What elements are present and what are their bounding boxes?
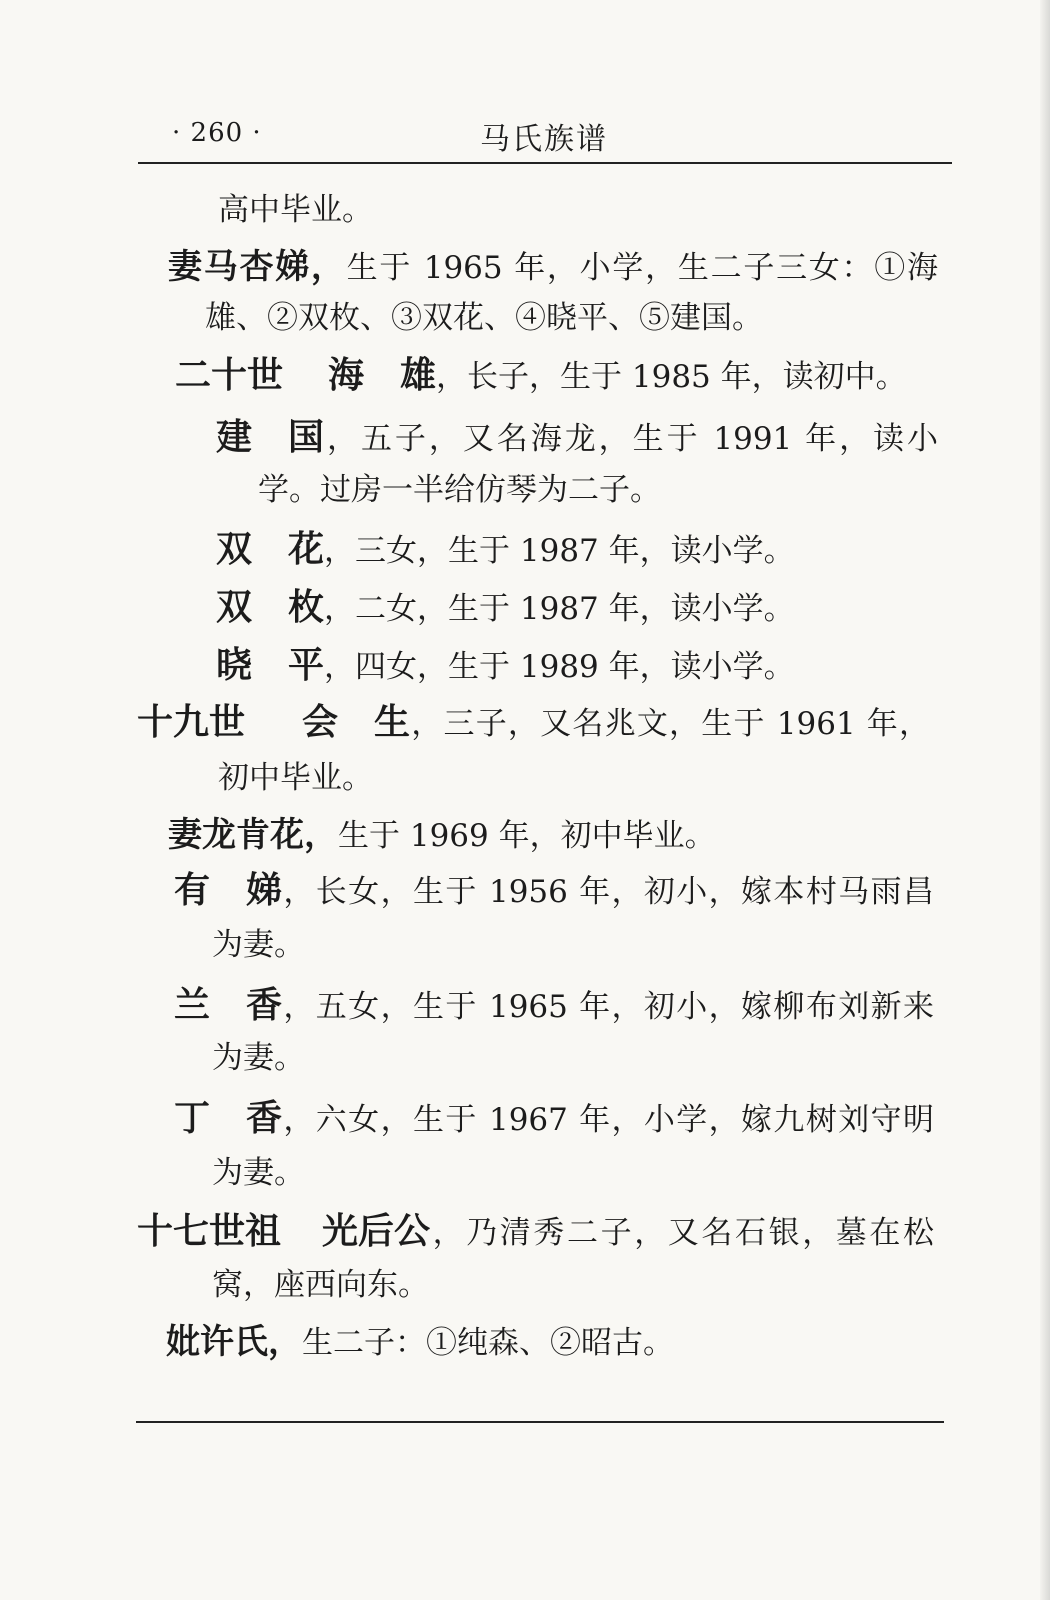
person-name: 光后公 xyxy=(322,1211,431,1252)
person-name: 丁 香 xyxy=(174,1098,283,1139)
entry-text: ，二女，生于 1987 年，读小学。 xyxy=(324,591,795,627)
person-entry xyxy=(216,587,795,628)
generation-entry xyxy=(175,355,907,396)
spouse-line xyxy=(168,815,716,855)
entry-line xyxy=(218,760,373,796)
person-name: 海 雄 xyxy=(328,355,437,396)
generation-label: 十七世祖 xyxy=(137,1211,282,1252)
person-name: 晓 平 xyxy=(216,645,325,686)
entry-text: 窝，座西向东。 xyxy=(212,1267,429,1303)
entry-text: ，长子，生于 1985 年，读初中。 xyxy=(436,359,907,395)
generation-entry xyxy=(137,702,930,743)
person-entry xyxy=(174,1098,934,1139)
spouse-name: 妻马杏娣， xyxy=(168,247,347,287)
entry-text: ，长女，生于 1956 年，初小，嫁本村马雨昌 xyxy=(282,874,934,910)
entry-text: 生二子：①纯森、②昭古。 xyxy=(302,1325,674,1361)
entry-text: 为妻。 xyxy=(212,1155,305,1191)
person-entry xyxy=(216,529,795,570)
entry-text: 初中毕业。 xyxy=(218,760,373,796)
generation-label: 二十世 xyxy=(175,355,284,396)
entry-text: ，三子，又名兆文，生于 1961 年， xyxy=(410,706,930,742)
person-name: 双 花 xyxy=(216,529,325,570)
generation-entry xyxy=(137,1211,934,1252)
person-name: 双 枚 xyxy=(216,587,325,628)
entry-text: 为妻。 xyxy=(212,927,305,963)
entry-line xyxy=(212,927,305,963)
person-name: 兰 香 xyxy=(174,985,283,1026)
footer-rule xyxy=(136,1421,944,1423)
person-entry xyxy=(174,985,934,1026)
entry-text: ，三女，生于 1987 年，读小学。 xyxy=(324,533,795,569)
entry-text: ，乃清秀二子，又名石银，墓在松 xyxy=(430,1215,934,1251)
person-entry xyxy=(216,417,938,458)
spouse-name: 妣许氏， xyxy=(166,1322,302,1362)
entry-text: ，五子，又名海龙，生于 1991 年，读小 xyxy=(324,421,938,457)
person-name: 建 国 xyxy=(216,417,325,458)
person-entry xyxy=(174,870,934,911)
person-entry xyxy=(216,645,795,686)
person-name: 会 生 xyxy=(302,702,411,743)
entry-text: 生于 1969 年，初中毕业。 xyxy=(338,818,716,854)
entry-text: 雄、②双枚、③双花、④晓平、⑤建国。 xyxy=(205,300,763,336)
entry-text: 生于 1965 年，小学，生二子三女：①海 xyxy=(346,250,938,286)
entry-line xyxy=(212,1155,305,1191)
page-number: · 260 · xyxy=(172,118,262,148)
entry-line xyxy=(212,1267,429,1303)
entry-text: ，六女，生于 1967 年，小学，嫁九树刘守明 xyxy=(282,1102,934,1138)
entry-text: 为妻。 xyxy=(212,1040,305,1076)
generation-label: 十九世 xyxy=(137,702,246,743)
page-edge-shadow xyxy=(1040,0,1050,1600)
running-header xyxy=(138,112,950,158)
entry-line xyxy=(258,472,661,508)
entry-line xyxy=(212,1040,305,1076)
book-title: 马氏族谱 xyxy=(480,122,608,157)
entry-text: 高中毕业。 xyxy=(218,192,373,228)
spouse-line xyxy=(166,1322,674,1362)
entry-line xyxy=(205,300,763,336)
person-name: 有 娣 xyxy=(174,870,283,911)
entry-line xyxy=(218,192,373,228)
entry-text: ，四女，生于 1989 年，读小学。 xyxy=(324,649,795,685)
entry-text: ，五女，生于 1965 年，初小，嫁柳布刘新来 xyxy=(282,989,934,1025)
spouse-name: 妻龙肯花， xyxy=(168,815,338,855)
spouse-line xyxy=(168,247,938,287)
header-rule xyxy=(138,162,952,164)
entry-text: 学。过房一半给仿琴为二子。 xyxy=(258,472,661,508)
